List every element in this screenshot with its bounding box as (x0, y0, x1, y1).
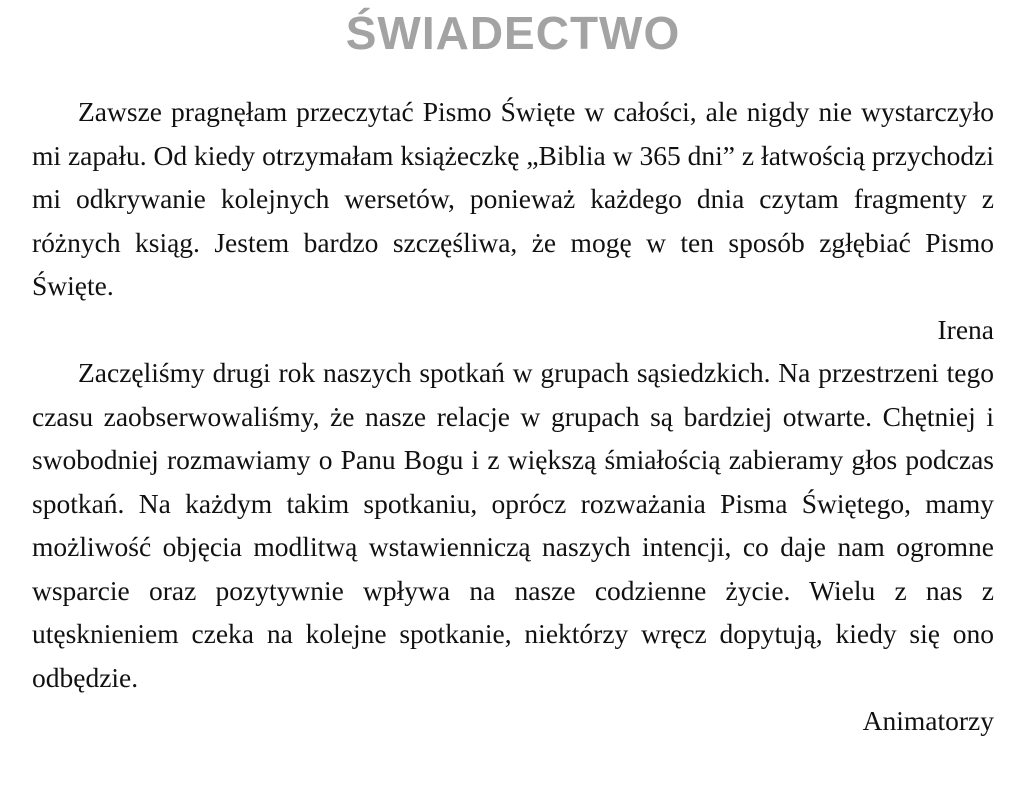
document-page (32, 0, 994, 743)
testimony-text-2: Zaczęliśmy drugi rok naszych spotkań w grupach sąsiedzkich. Na przestrzeni tego czasu zaobserwowaliśmy, że nasze relacje w grupach są bardziej otwarte. Chętniej i swobodniej rozmawiamy o Panu Bogu i z większą śmiałością zabieramy głos podczas spotkań. Na każdym takim spotkaniu, oprócz rozważania Pisma Świętego, mamy możliwość objęcia modlitwą wstawienniczą naszych intencji, co daje nam ogromne wsparcie oraz pozytywnie wpływa na nasze codzienne życie. Wielu z nas z utęsknieniem czeka na kolejne spotkanie, niektórzy wręcz dopytują, kiedy się ono odbędzie. (32, 357, 994, 693)
page-title: ŚWIADECTWO (345, 7, 681, 59)
testimony-author-2: Animatorzy (862, 705, 994, 736)
testimony-text-1: Zawsze pragnęłam przeczytać Pismo Święte w całości, ale nigdy nie wystarczyło mi zapału. Od kiedy otrzymałam książeczkę „Biblia w 365 dni” z łatwością przychodzi mi odkrywanie kolejnych wersetów, ponieważ każdego dnia czytam fragmenty z różnych ksiąg. Jestem bardzo szczęśliwa, że mogę w ten sposób zgłębiać Pismo Święte. (32, 96, 994, 301)
testimony-author-1: Irena (937, 313, 994, 345)
